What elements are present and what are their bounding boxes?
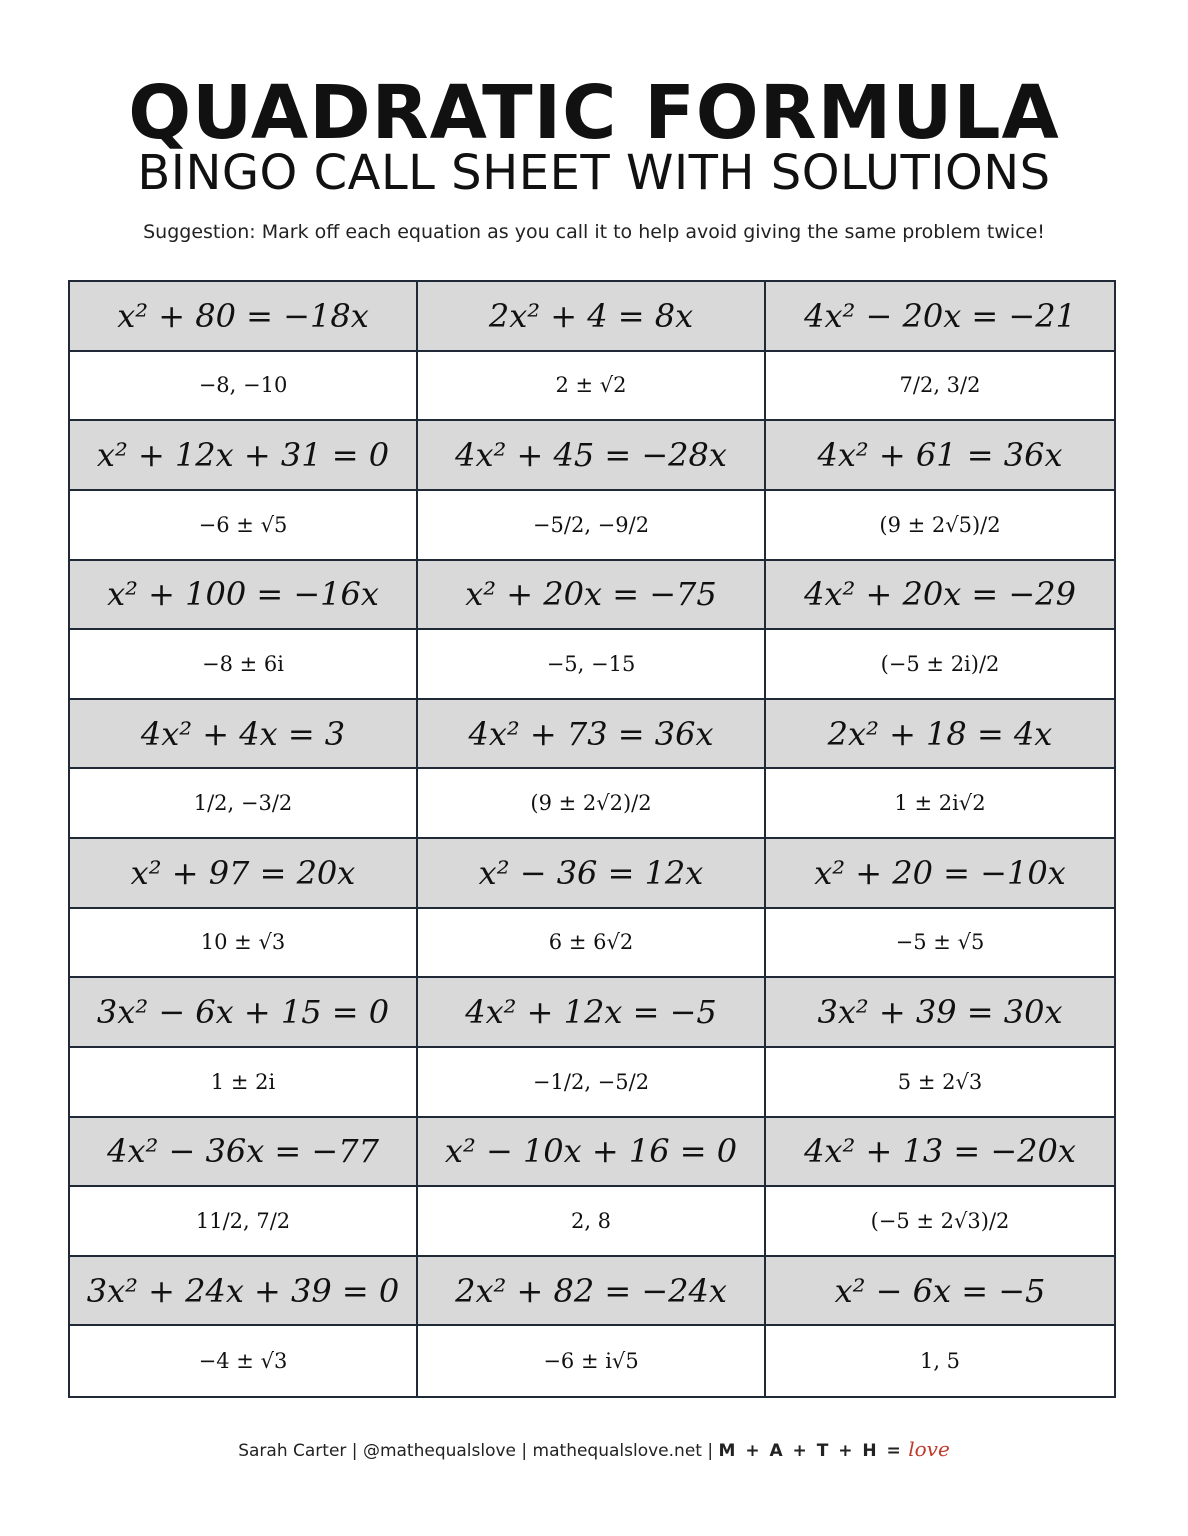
equation-cell: 4x² + 12x = −5: [418, 978, 766, 1048]
equation-cell: 4x² − 20x = −21: [766, 282, 1114, 352]
solution-cell: −5, −15: [418, 630, 766, 700]
bingo-call-table: [68, 280, 1116, 1398]
page-title: QUADRATIC FORMULA: [128, 70, 1060, 156]
equation-cell: x² − 6x = −5: [766, 1257, 1114, 1327]
solution-cell: 5 ± 2√3: [766, 1048, 1114, 1118]
equation-cell: x² − 10x + 16 = 0: [418, 1118, 766, 1188]
equation-cell: x² − 36 = 12x: [418, 839, 766, 909]
solution-cell: 6 ± 6√2: [418, 909, 766, 979]
footer-love-logo: love: [908, 1437, 950, 1461]
equation-cell: x² + 100 = −16x: [70, 561, 418, 631]
solution-cell: −5 ± √5: [766, 909, 1114, 979]
suggestion-text: Suggestion: Mark off each equation as you call it to help avoid giving the same problem twice!: [143, 221, 1045, 243]
equation-cell: x² + 97 = 20x: [70, 839, 418, 909]
solution-cell: (−5 ± 2√3)/2: [766, 1187, 1114, 1257]
equation-cell: 4x² + 20x = −29: [766, 561, 1114, 631]
solution-cell: −6 ± √5: [70, 491, 418, 561]
solution-cell: (9 ± 2√5)/2: [766, 491, 1114, 561]
solution-cell: 1 ± 2i√2: [766, 769, 1114, 839]
solution-cell: 2, 8: [418, 1187, 766, 1257]
equation-cell: 4x² − 36x = −77: [70, 1118, 418, 1188]
equation-cell: 2x² + 18 = 4x: [766, 700, 1114, 770]
equation-cell: 2x² + 82 = −24x: [418, 1257, 766, 1327]
footer-credit: Sarah Carter | @mathequalslove | mathequalslove.net |: [238, 1441, 714, 1461]
solution-cell: (−5 ± 2i)/2: [766, 630, 1114, 700]
equation-cell: x² + 20x = −75: [418, 561, 766, 631]
solution-cell: −6 ± i√5: [418, 1326, 766, 1396]
equation-cell: 4x² + 45 = −28x: [418, 421, 766, 491]
solution-cell: 10 ± √3: [70, 909, 418, 979]
equation-cell: x² + 80 = −18x: [70, 282, 418, 352]
equation-cell: 4x² + 4x = 3: [70, 700, 418, 770]
footer-brand: M + A + T + H =: [718, 1441, 903, 1461]
equation-cell: 2x² + 4 = 8x: [418, 282, 766, 352]
solution-cell: −8 ± 6i: [70, 630, 418, 700]
solution-cell: −5/2, −9/2: [418, 491, 766, 561]
equation-cell: x² + 12x + 31 = 0: [70, 421, 418, 491]
equation-cell: x² + 20 = −10x: [766, 839, 1114, 909]
solution-cell: 1 ± 2i: [70, 1048, 418, 1118]
page-subtitle: BINGO CALL SHEET WITH SOLUTIONS: [137, 145, 1051, 201]
solution-cell: 1/2, −3/2: [70, 769, 418, 839]
solution-cell: 2 ± √2: [418, 352, 766, 422]
equation-cell: 4x² + 73 = 36x: [418, 700, 766, 770]
equation-cell: 3x² − 6x + 15 = 0: [70, 978, 418, 1048]
footer: [0, 1436, 1188, 1464]
equation-cell: 4x² + 61 = 36x: [766, 421, 1114, 491]
solution-cell: 11/2, 7/2: [70, 1187, 418, 1257]
solution-cell: −1/2, −5/2: [418, 1048, 766, 1118]
solution-cell: −8, −10: [70, 352, 418, 422]
solution-cell: (9 ± 2√2)/2: [418, 769, 766, 839]
solution-cell: 7/2, 3/2: [766, 352, 1114, 422]
solution-cell: −4 ± √3: [70, 1326, 418, 1396]
equation-cell: 3x² + 39 = 30x: [766, 978, 1114, 1048]
equation-cell: 4x² + 13 = −20x: [766, 1118, 1114, 1188]
solution-cell: 1, 5: [766, 1326, 1114, 1396]
equation-cell: 3x² + 24x + 39 = 0: [70, 1257, 418, 1327]
